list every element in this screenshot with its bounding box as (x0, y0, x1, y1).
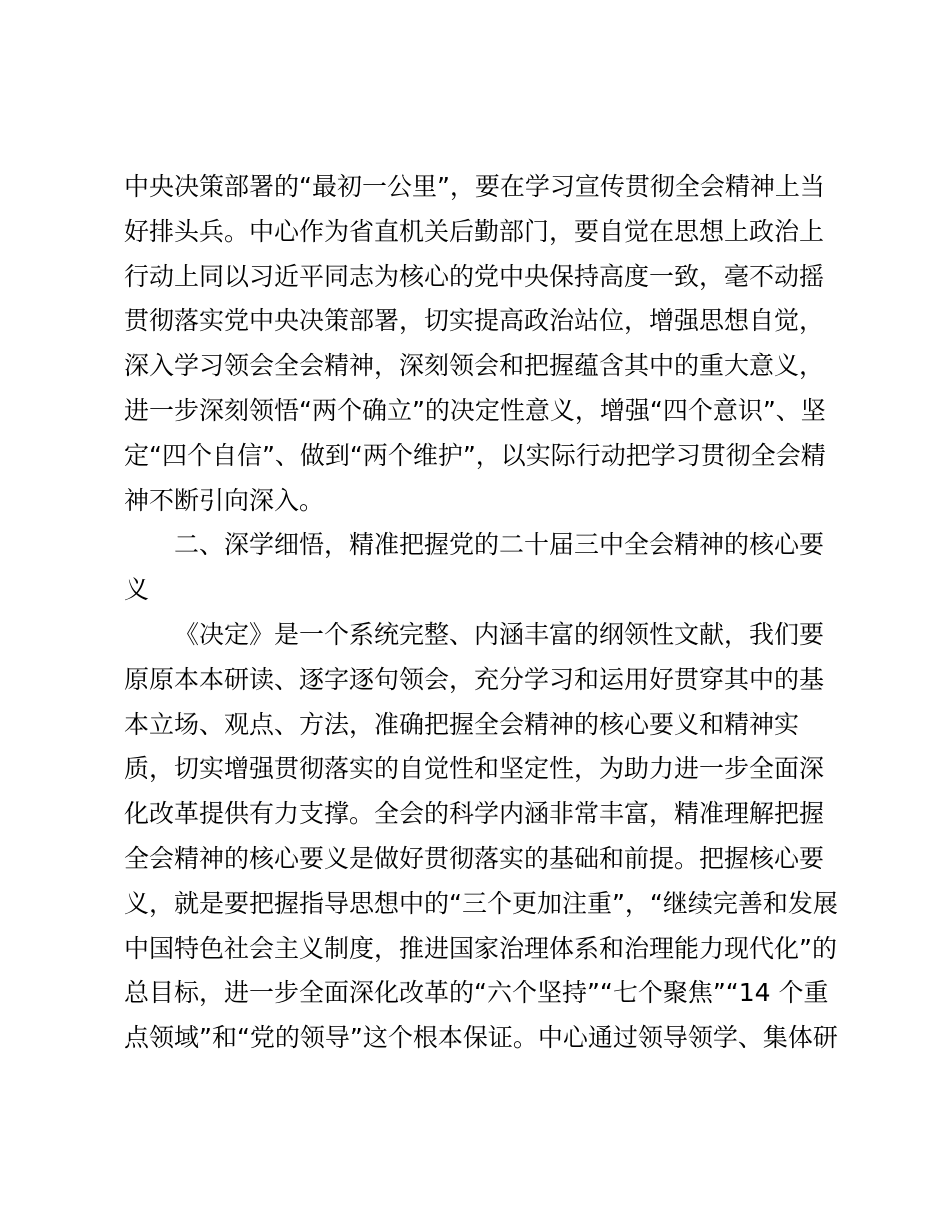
body-line: 本立场、观点、方法，准确把握全会精神的核心要义和精神实 (124, 709, 800, 739)
body-line: 行动上同以习近平同志为核心的党中央保持高度一致，毫不动摇 (124, 261, 825, 291)
body-line: 义，就是要把握指导思想中的“三个更加注重”，“继续完善和发展 (124, 888, 838, 918)
body-line: 中央决策部署的“最初一公里”，要在学习宣传贯彻全会精神上当 (124, 172, 825, 201)
body-line: 神不断引向深入。 (124, 485, 325, 515)
document-body (124, 165, 836, 1061)
body-line: 贯彻落实党中央决策部署，切实提高政治站位，增强思想自觉， (124, 306, 825, 336)
body-line: 全会精神的核心要义是做好贯彻落实的基础和前提。把握核心要 (124, 843, 825, 873)
body-line: 中国特色社会主义制度，推进国家治理体系和治理能力现代化”的 (124, 933, 837, 963)
body-line: 质，切实增强贯彻落实的自觉性和坚定性，为助力进一步全面深 (124, 754, 825, 784)
body-line: 好排头兵。中心作为省直机关后勤部门，要自觉在思想上政治上 (124, 216, 825, 246)
body-line: 原原本本研读、逐字逐句领会，充分学习和运用好贯穿其中的基 (124, 664, 825, 694)
section-heading: 二、深学细悟，精准把握党的二十届三中全会精神的核心要 (174, 530, 825, 560)
body-line: 定“四个自信”、做到“两个维护”，以实际行动把学习贯彻全会精 (124, 440, 826, 470)
paragraph-first-line: 《决定》是一个系统完整、内涵丰富的纲领性文献，我们要 (174, 619, 825, 649)
section-heading-continued: 义 (124, 575, 150, 605)
body-line: 进一步深刻领悟“两个确立”的决定性意义，增强“四个意识”、坚 (124, 395, 826, 425)
body-line: 深入学习领会全会精神，深刻领会和把握蕴含其中的重大意义， (124, 351, 825, 381)
body-line: 点领域”和“党的领导”这个根本保证。中心通过领导领学、集体研 (124, 1023, 838, 1053)
body-line: 化改革提供有力支撑。全会的科学内涵非常丰富，精准理解把握 (124, 799, 825, 829)
body-line: 总目标，进一步全面深化改革的“六个坚持”“七个聚焦”“14 个重 (124, 978, 829, 1008)
